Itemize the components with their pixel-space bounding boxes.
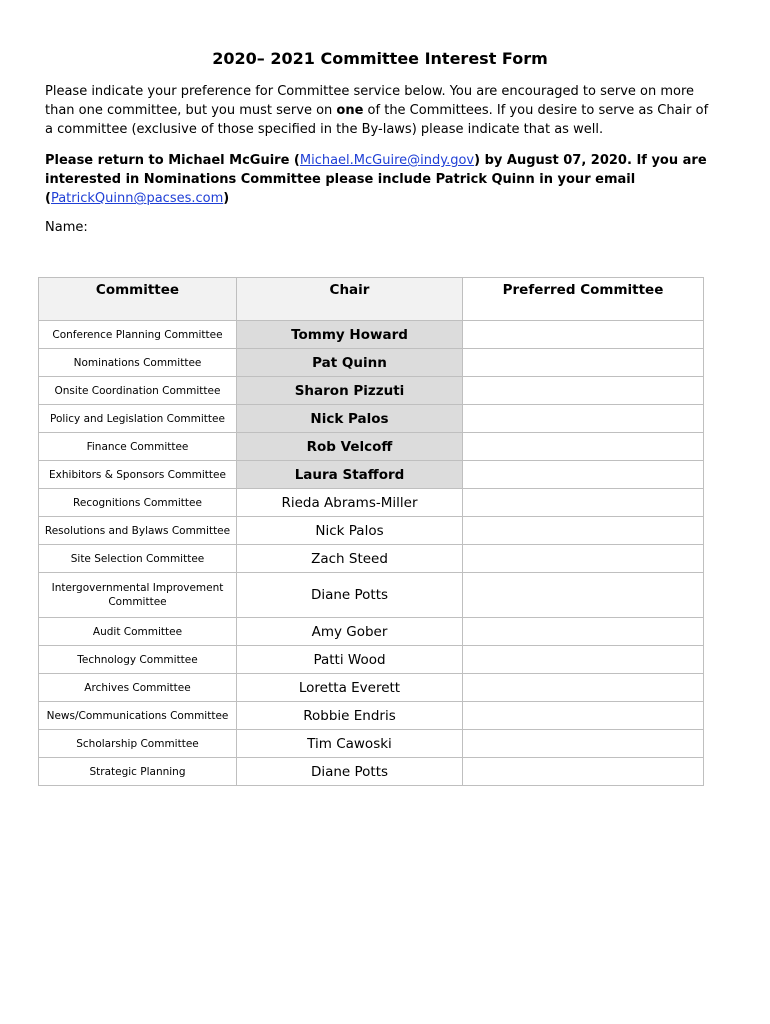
preferred-committee-cell[interactable] (463, 730, 704, 758)
table-row (39, 433, 704, 461)
chair-name: Tim Cawoski (237, 730, 463, 758)
committee-name: Archives Committee (39, 674, 237, 702)
table-row (39, 758, 704, 786)
table-row (39, 405, 704, 433)
chair-name: Nick Palos (237, 517, 463, 545)
return-notice (45, 151, 715, 208)
form-page (45, 48, 715, 245)
committee-name: Exhibitors & Sponsors Committee (39, 461, 237, 489)
header-chair: Chair (237, 278, 463, 321)
chair-name: Diane Potts (237, 573, 463, 618)
chair-name: Robbie Endris (237, 702, 463, 730)
committee-name: Recognitions Committee (39, 489, 237, 517)
preferred-committee-cell[interactable] (463, 405, 704, 433)
committee-name: Policy and Legislation Committee (39, 405, 237, 433)
chair-name: Amy Gober (237, 618, 463, 646)
table-header-row (39, 278, 704, 321)
preferred-committee-cell[interactable] (463, 321, 704, 349)
preferred-committee-cell[interactable] (463, 377, 704, 405)
table-row (39, 618, 704, 646)
chair-name: Tommy Howard (237, 321, 463, 349)
chair-name: Rieda Abrams-Miller (237, 489, 463, 517)
preferred-committee-cell[interactable] (463, 433, 704, 461)
chair-name: Diane Potts (237, 758, 463, 786)
chair-name: Loretta Everett (237, 674, 463, 702)
preferred-committee-cell[interactable] (463, 349, 704, 377)
table-row (39, 730, 704, 758)
preferred-committee-cell[interactable] (463, 517, 704, 545)
committee-name: Scholarship Committee (39, 730, 237, 758)
intro-paragraph (45, 82, 715, 139)
preferred-committee-cell[interactable] (463, 618, 704, 646)
preferred-committee-cell[interactable] (463, 461, 704, 489)
table-row (39, 461, 704, 489)
committee-name: Intergovernmental Improvement Committee (39, 573, 237, 618)
table-row (39, 573, 704, 618)
intro-text-1: Please indicate your preference for Committee service below. You are encouraged to serve on more than one committee, but you must serve on (45, 84, 695, 118)
preferred-committee-cell[interactable] (463, 573, 704, 618)
chair-name: Patti Wood (237, 646, 463, 674)
table-row (39, 489, 704, 517)
chair-name: Sharon Pizzuti (237, 377, 463, 405)
chair-name: Laura Stafford (237, 461, 463, 489)
preferred-committee-cell[interactable] (463, 489, 704, 517)
chair-name: Nick Palos (237, 405, 463, 433)
committee-name: Nominations Committee (39, 349, 237, 377)
committee-name: Conference Planning Committee (39, 321, 237, 349)
committee-name: Audit Committee (39, 618, 237, 646)
committee-name: Resolutions and Bylaws Committee (39, 517, 237, 545)
chair-name: Zach Steed (237, 545, 463, 573)
preferred-committee-cell[interactable] (463, 545, 704, 573)
committee-name: Onsite Coordination Committee (39, 377, 237, 405)
preferred-committee-cell[interactable] (463, 646, 704, 674)
committee-name: Strategic Planning (39, 758, 237, 786)
header-committee: Committee (39, 278, 237, 321)
table-row (39, 702, 704, 730)
header-preferred-committee: Preferred Committee (463, 278, 704, 321)
name-label: Name: (45, 220, 88, 235)
committee-name: Technology Committee (39, 646, 237, 674)
table-row (39, 349, 704, 377)
committee-name: News/Communications Committee (39, 702, 237, 730)
preferred-committee-cell[interactable] (463, 674, 704, 702)
chair-name: Pat Quinn (237, 349, 463, 377)
preferred-committee-cell[interactable] (463, 758, 704, 786)
committee-name: Site Selection Committee (39, 545, 237, 573)
committee-name: Finance Committee (39, 433, 237, 461)
table-row (39, 674, 704, 702)
table-row (39, 545, 704, 573)
committee-table (38, 277, 704, 786)
email-link-mcguire[interactable]: Michael.McGuire@indy.gov (299, 153, 475, 168)
table-row (39, 377, 704, 405)
intro-text-2: of the Committees. If you desire to serve as Chair of a committee (exclusive of those specified in the By-laws) please indicate that as well. (45, 103, 709, 137)
table-row (39, 321, 704, 349)
form-title: 2020– 2021 Committee Interest Form (212, 49, 548, 68)
intro-bold-one: one (336, 103, 364, 118)
table-row (39, 517, 704, 545)
preferred-committee-cell[interactable] (463, 702, 704, 730)
notice-text-1: Please return to Michael McGuire ( (45, 153, 300, 168)
email-link-quinn[interactable]: PatrickQuinn@pacses.com (50, 191, 224, 206)
table-row (39, 646, 704, 674)
chair-name: Rob Velcoff (237, 433, 463, 461)
notice-text-2: ) by August 07, 2020. If you are interested in Nominations Committee please include Patrick Quinn in your email ( (45, 153, 707, 206)
notice-text-3: ) (223, 191, 230, 206)
